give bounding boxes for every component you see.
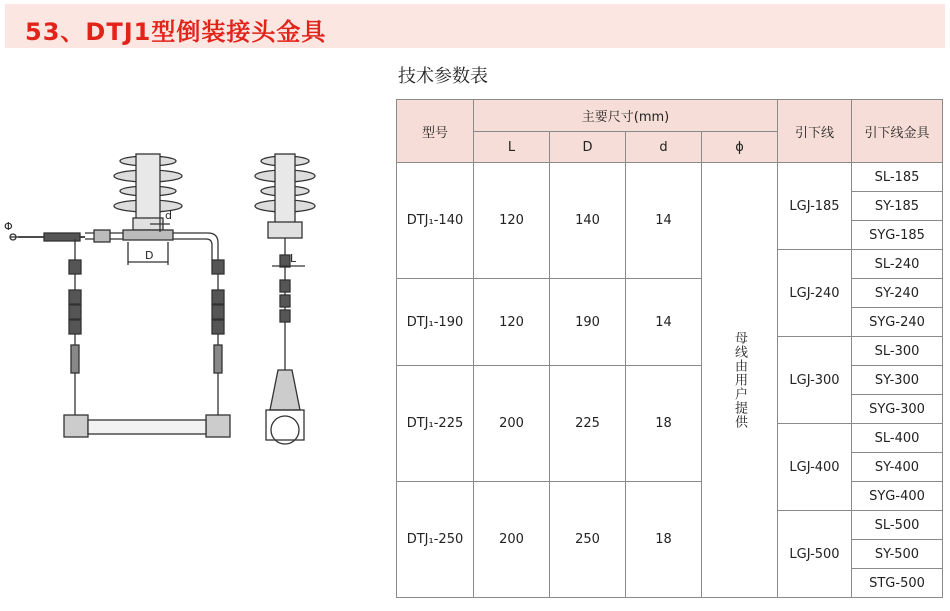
cell-phi-note xyxy=(702,163,778,598)
header-model: 型号 xyxy=(397,100,474,163)
cell-d: 14 xyxy=(626,279,702,366)
dim-D-label: D xyxy=(145,249,154,262)
cell-D: 140 xyxy=(550,163,626,279)
cell-d: 18 xyxy=(626,482,702,598)
cell-d: 14 xyxy=(626,163,702,279)
insulator-right xyxy=(255,154,315,238)
cell-L: 120 xyxy=(474,163,550,279)
header-lead-wire: 引下线 xyxy=(778,100,852,163)
row-model: DTJ₁-225 xyxy=(397,366,474,482)
cell-L: 200 xyxy=(474,482,550,598)
header-d: d xyxy=(626,132,702,163)
row-model: DTJ₁-250 xyxy=(397,482,474,598)
table-caption: 技术参数表 xyxy=(398,66,488,87)
cell-fitting: STG-500 xyxy=(852,569,943,598)
cell-D: 190 xyxy=(550,279,626,366)
cell-L: 200 xyxy=(474,366,550,482)
cell-lead-wire: LGJ-500 xyxy=(778,511,852,598)
dim-L-label: L xyxy=(290,252,297,265)
cell-lead-wire: LGJ-185 xyxy=(778,163,852,250)
cell-D: 225 xyxy=(550,366,626,482)
fitting-drawing xyxy=(0,140,380,480)
cell-fitting: SL-300 xyxy=(852,337,943,366)
row-model: DTJ₁-190 xyxy=(397,279,474,366)
page-title: 53、DTJ1型倒装接头金具 xyxy=(25,18,327,46)
header-L: L xyxy=(474,132,550,163)
phi-note-text: 母线由用户提供 xyxy=(732,331,747,429)
cell-fitting: SL-500 xyxy=(852,511,943,540)
header-phi: ϕ xyxy=(702,132,778,163)
cell-fitting: SL-240 xyxy=(852,250,943,279)
cell-fitting: SY-185 xyxy=(852,192,943,221)
cell-fitting: SL-400 xyxy=(852,424,943,453)
dim-d-label: d xyxy=(165,209,172,222)
spec-table xyxy=(396,99,943,598)
cell-fitting: SYG-300 xyxy=(852,395,943,424)
cell-lead-wire: LGJ-300 xyxy=(778,337,852,424)
cell-lead-wire: LGJ-240 xyxy=(778,250,852,337)
cell-d: 18 xyxy=(626,366,702,482)
cell-fitting: SY-500 xyxy=(852,540,943,569)
cell-D: 250 xyxy=(550,482,626,598)
cell-fitting: SY-400 xyxy=(852,453,943,482)
cell-fitting: SYG-400 xyxy=(852,482,943,511)
header-lead-fitting: 引下线金具 xyxy=(852,100,943,163)
row-model: DTJ₁-140 xyxy=(397,163,474,279)
header-main-dims: 主要尺寸(mm) xyxy=(474,100,778,132)
cell-L: 120 xyxy=(474,279,550,366)
dim-phi-label: Φ xyxy=(4,220,13,233)
hardware-stack-right xyxy=(206,260,230,437)
cell-fitting: SYG-185 xyxy=(852,221,943,250)
cell-lead-wire: LGJ-400 xyxy=(778,424,852,511)
header-D: D xyxy=(550,132,626,163)
title-bar xyxy=(5,4,945,48)
cell-fitting: SY-300 xyxy=(852,366,943,395)
cell-fitting: SL-185 xyxy=(852,163,943,192)
hardware-stack-left xyxy=(64,239,88,437)
cell-fitting: SY-240 xyxy=(852,279,943,308)
cell-fitting: SYG-240 xyxy=(852,308,943,337)
